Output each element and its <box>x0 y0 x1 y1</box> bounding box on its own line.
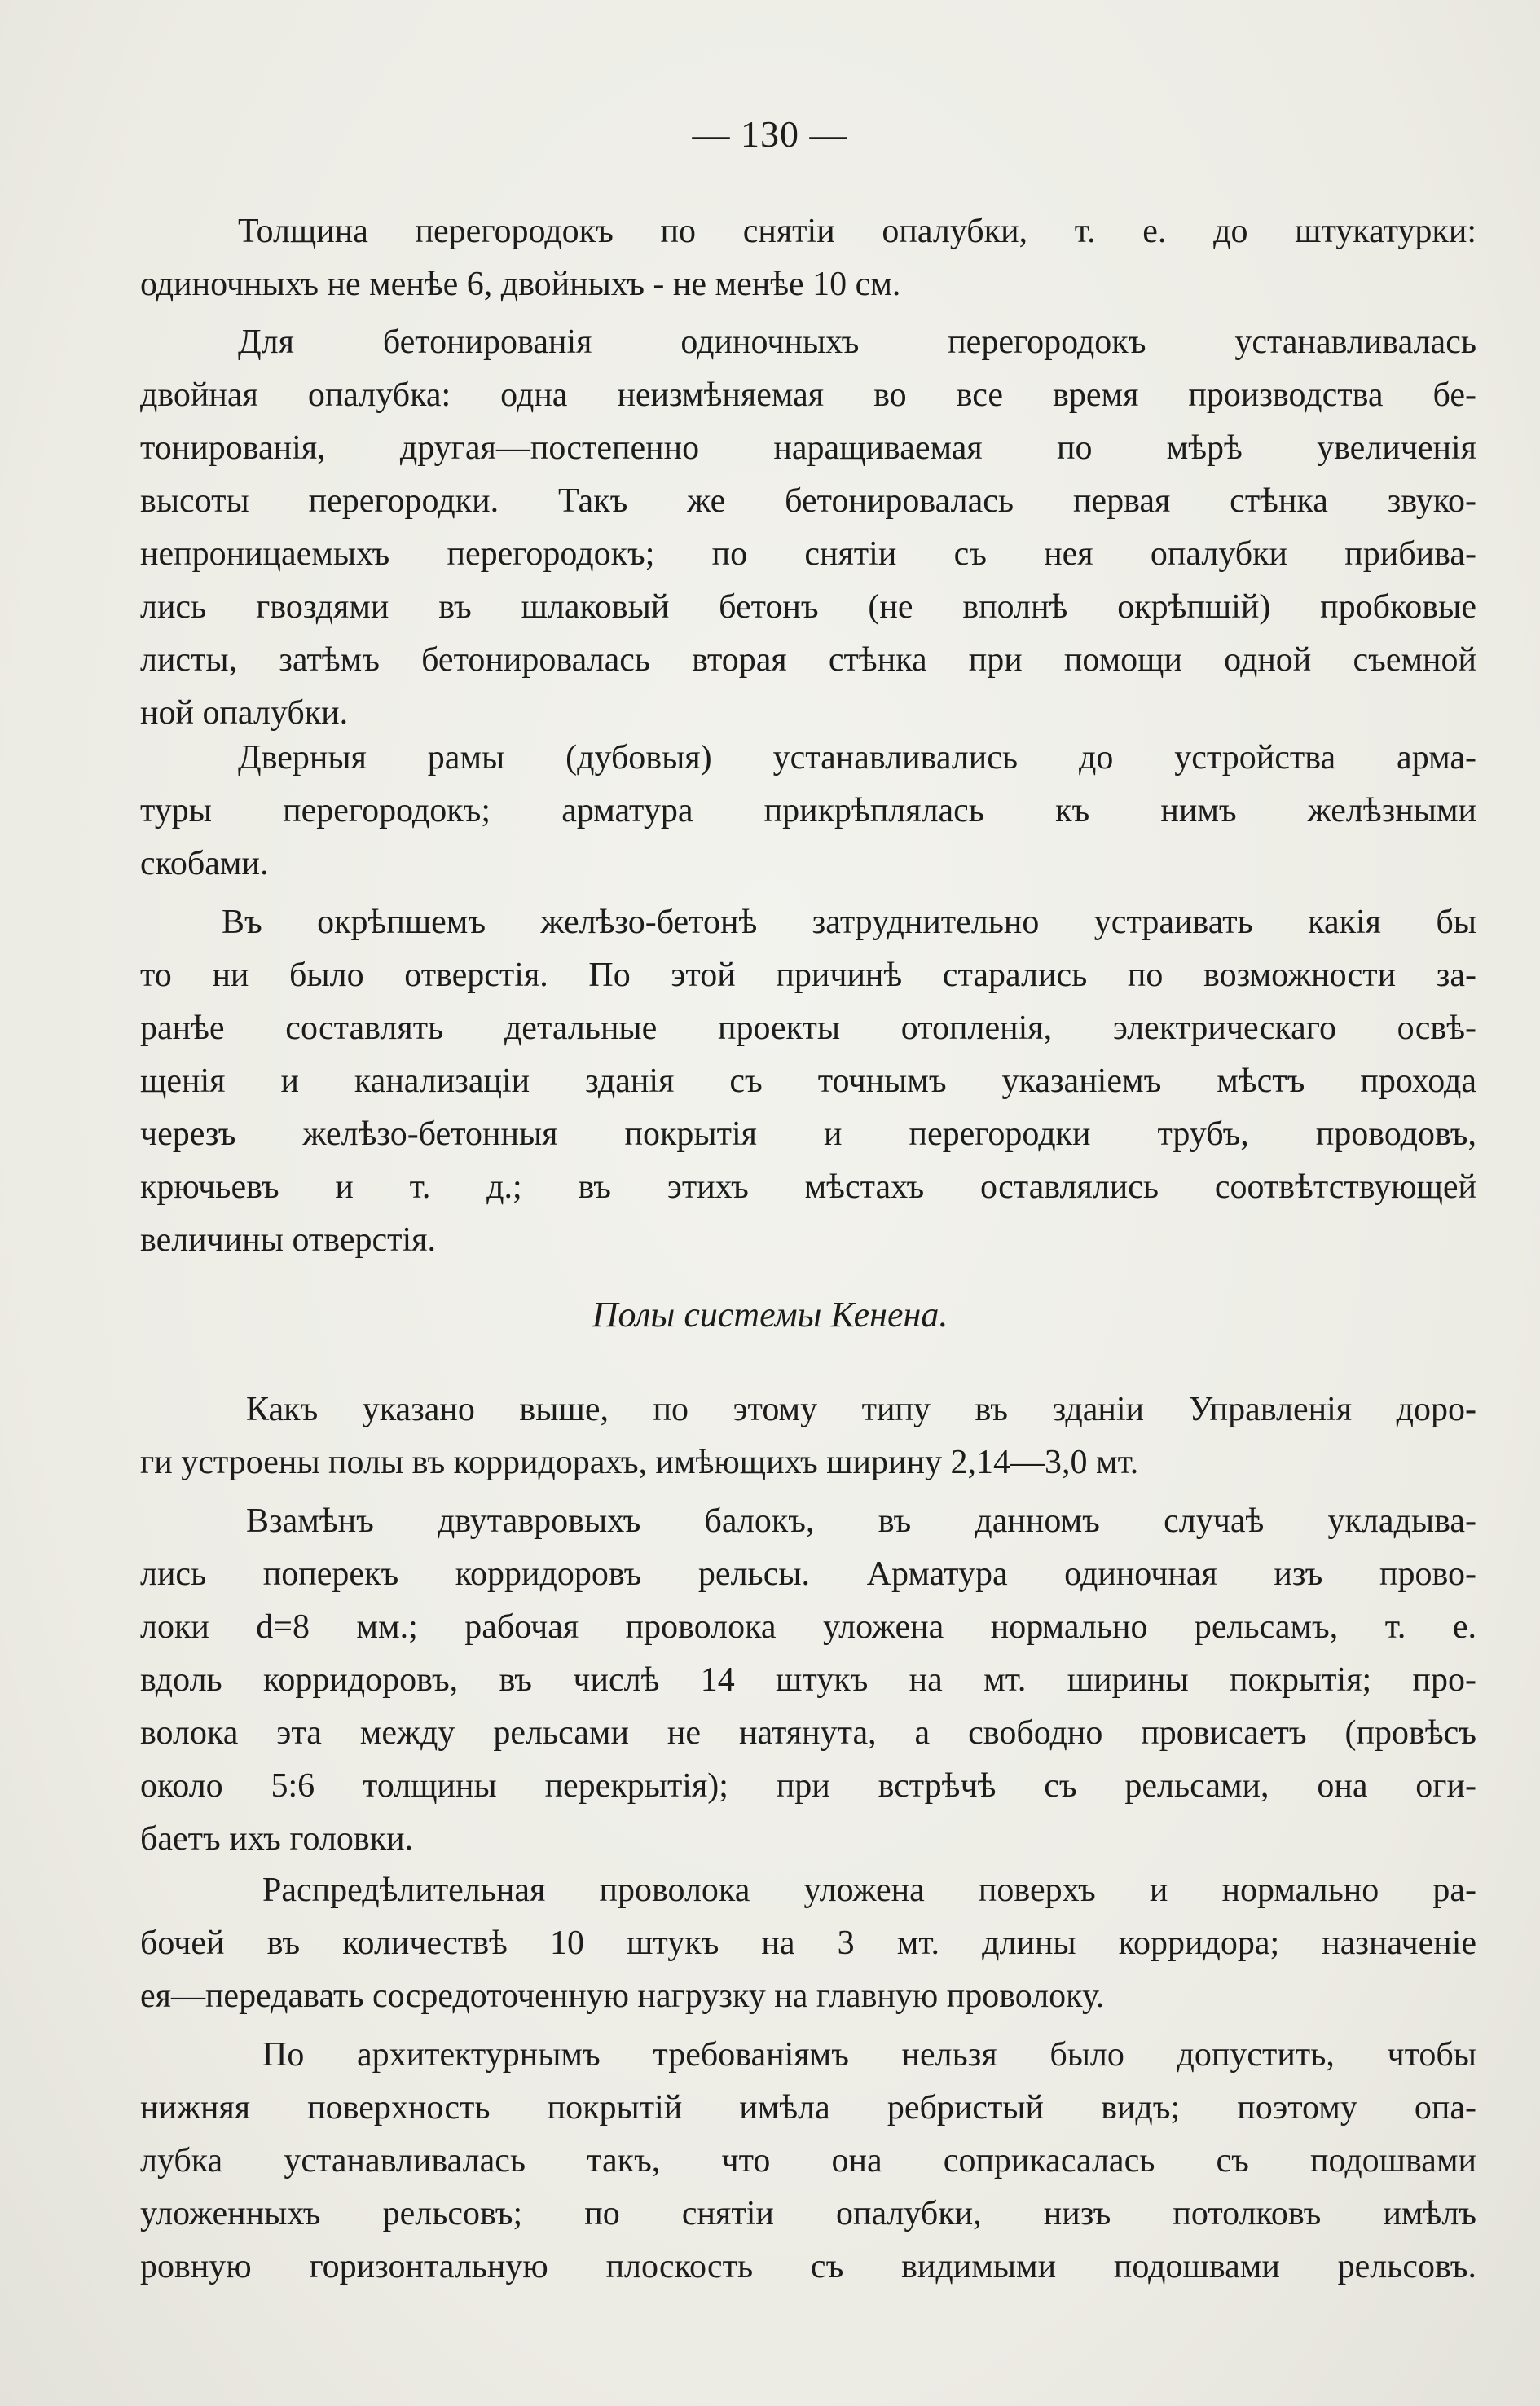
text-line: Толщина перегородокъ по снятіи опалубки, т. е. до штукатурки: <box>238 213 1476 250</box>
text-line: ровную горизонтальную плоскость съ видимыми подошвами рельсовъ. <box>140 2248 1476 2285</box>
text-line: лись гвоздями въ шлаковый бетонъ (не вполнѣ окрѣпшій) пробковые <box>140 588 1476 626</box>
text-line: лубка устанавливалась такъ, что она соприкасалась съ подошвами <box>140 2142 1476 2179</box>
text-line: туры перегородокъ; арматура прикрѣплялась къ нимъ желѣзными <box>140 792 1476 829</box>
text-line: черезъ желѣзо-бетонныя покрытія и перегородки трубъ, проводовъ, <box>140 1115 1476 1153</box>
text-line: уложенныхъ рельсовъ; по снятіи опалубки, низъ потолковъ имѣлъ <box>140 2195 1476 2232</box>
text-line: локи d=8 мм.; рабочая проволока уложена нормально рельсамъ, т. е. <box>140 1608 1476 1646</box>
text-line: двойная опалубка: одна неизмѣняемая во все время производства бе- <box>140 376 1476 414</box>
text-line: Для бетонированія одиночныхъ перегородокъ устанавливалась <box>238 323 1476 361</box>
paragraph-5 <box>140 1383 1476 1489</box>
text-line: лись поперекъ корридоровъ рельсы. Арматура одиночная изъ прово- <box>140 1555 1476 1593</box>
text-line: высоты перегородки. Такъ же бетонировалась первая стѣнка звуко- <box>140 482 1476 520</box>
text-line: бочей въ количествѣ 10 штукъ на 3 мт. длины корридора; назначеніе <box>140 1924 1476 1962</box>
paragraph-3 <box>140 732 1476 891</box>
text-line: Распредѣлительная проволока уложена поверхъ и нормально ра- <box>262 1872 1476 1909</box>
text-line: Въ окрѣпшемъ желѣзо-бетонѣ затруднительно устраивать какія бы <box>222 904 1476 941</box>
text-line: Взамѣнъ двутавровыхъ балокъ, въ данномъ случаѣ укладыва- <box>246 1502 1476 1540</box>
text-line: непроницаемыхъ перегородокъ; по снятіи съ нея опалубки прибива- <box>140 535 1476 573</box>
paragraph-4 <box>140 896 1476 1267</box>
text-line: Дверныя рамы (дубовыя) устанавливались до устройства арма- <box>238 739 1476 776</box>
text-line: Какъ указано выше, по этому типу въ зданіи Управленія доро- <box>246 1391 1476 1428</box>
text-line: ной опалубки. <box>140 694 349 732</box>
text-line: листы, затѣмъ бетонировалась вторая стѣнка при помощи одной съемной <box>140 641 1476 679</box>
text-line: ея—передавать сосредоточенную нагрузку на главную проволоку. <box>140 1977 1105 2015</box>
paragraph-1 <box>140 205 1476 311</box>
section-heading: Полы системы Кенена. <box>592 1295 948 1335</box>
paragraph-6 <box>140 1495 1476 1866</box>
text-line: величины отверстія. <box>140 1221 436 1259</box>
paragraph-8 <box>140 2029 1476 2294</box>
text-line: крючьевъ и т. д.; въ этихъ мѣстахъ оставлялись соотвѣтствующей <box>140 1168 1476 1206</box>
text-line: одиночныхъ не менѣе 6, двойныхъ - не менѣе 10 см. <box>140 266 901 303</box>
text-line: ги устроены полы въ корридорахъ, имѣющихъ ширину 2,14—3,0 мт. <box>140 1444 1139 1481</box>
text-line: вдоль корридоровъ, въ числѣ 14 штукъ на мт. ширины покрытія; про- <box>140 1661 1476 1699</box>
text-line: то ни было отверстія. По этой причинѣ старались по возможности за- <box>140 957 1476 994</box>
text-line: По архитектурнымъ требованіямъ нельзя было допустить, чтобы <box>262 2036 1476 2074</box>
text-line: волока эта между рельсами не натянута, а свободно провисаетъ (провѣсъ <box>140 1714 1476 1752</box>
text-line: скобами. <box>140 845 269 882</box>
text-line: около 5:6 толщины перекрытія); при встрѣчѣ съ рельсами, она оги- <box>140 1767 1476 1805</box>
text-line: тонированія, другая—постепенно наращиваемая по мѣрѣ увеличенія <box>140 429 1476 467</box>
paragraph-7 <box>140 1864 1476 2023</box>
paragraph-2 <box>140 316 1476 740</box>
page-number: — 130 — <box>692 113 848 155</box>
text-line: нижняя поверхность покрытій имѣла ребристый видъ; поэтому опа- <box>140 2089 1476 2127</box>
text-line: ранѣе составлять детальные проекты отопленія, электрическаго освѣ- <box>140 1009 1476 1047</box>
text-line: баетъ ихъ головки. <box>140 1820 414 1858</box>
text-line: щенія и канализаціи зданія съ точнымъ указаніемъ мѣстъ прохода <box>140 1062 1476 1100</box>
